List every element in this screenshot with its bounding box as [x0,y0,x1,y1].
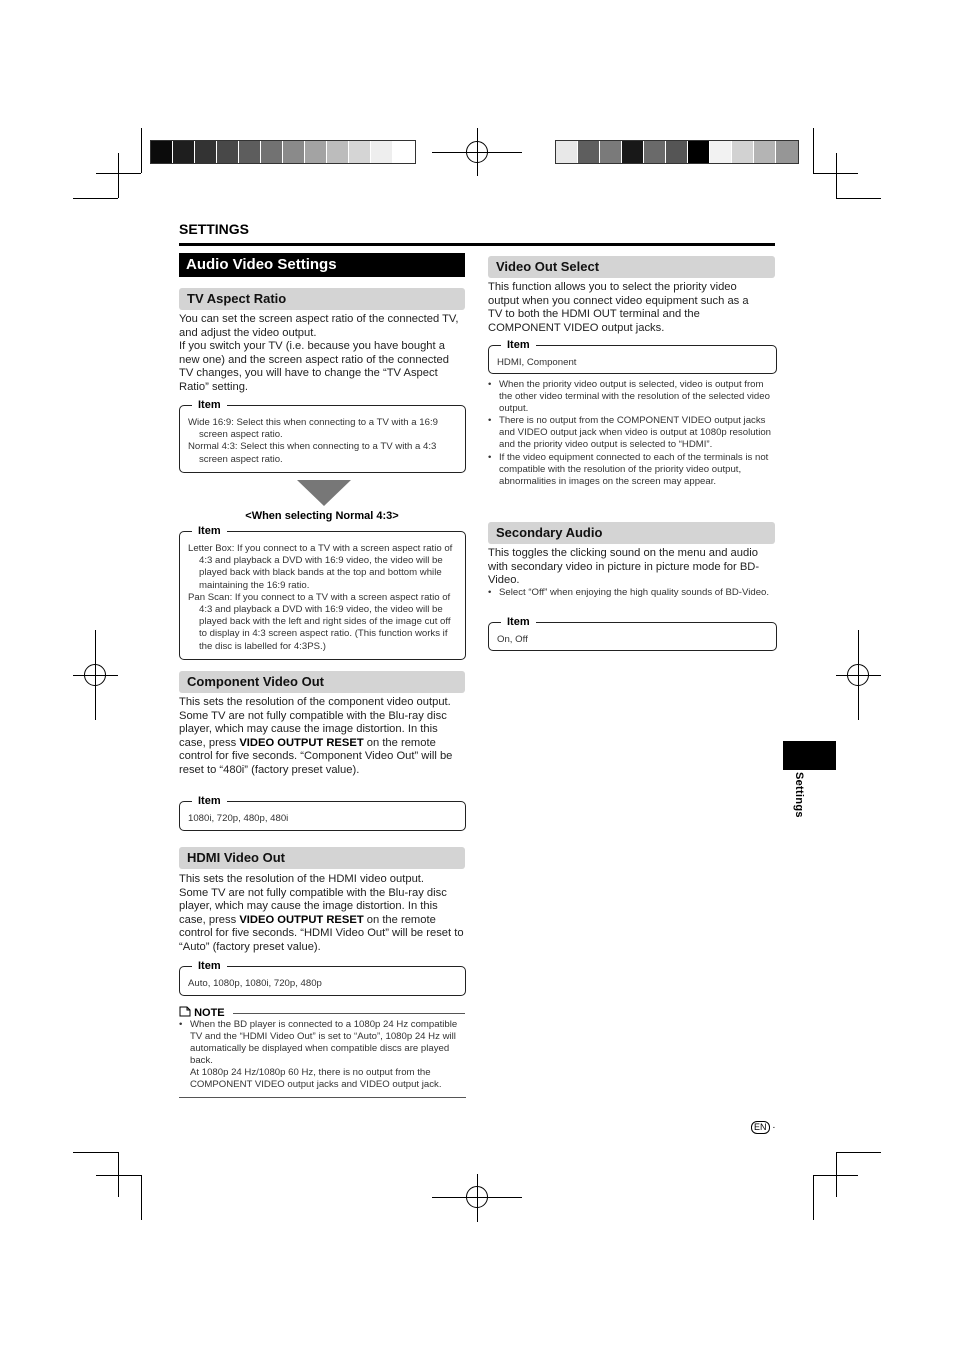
page-title: Audio Video Settings [179,253,465,277]
note-rule [233,1013,465,1014]
down-arrow-icon [297,480,351,506]
color-swatch [776,141,798,163]
page-marker [751,1121,776,1134]
item-values: 1080i, 720p, 480p, 480i [188,813,289,824]
item-label: Item [501,338,536,352]
tv-aspect-body-2: If you switch your TV (i.e. because you have bought a new one) and the screen aspect ratio of the connected TV changes, you will have to change the “TV Aspect Ratio” setting. [179,340,449,393]
color-swatch [644,141,666,163]
side-tab-marker [783,741,836,770]
color-swatch [556,141,578,163]
secondary-audio-item-box [488,616,777,651]
color-swatch [195,141,217,163]
hdmi-body-2: Some TV are not fully compatible with the Blu-ray disc player, which may cause the image distortion. In this case, press VIDEO OUTPUT RESET on the remote control for five seconds. “HDMI Video Out” will be reset to “Auto” (factory preset value). [179,886,464,953]
item-label: Item [192,794,227,808]
video-out-select-heading: Video Out Select [488,256,775,278]
component-body-2: Some TV are not fully compatible with the Blu-ray disc player, which may cause the image distortion. In this case, press VIDEO OUTPUT RESET on the remote control for five seconds. “Component Video Out” will be reset to “480i” (factory preset value). [179,709,453,776]
secondary-audio-heading: Secondary Audio [488,522,775,544]
note-item: • When the BD player is connected to a 1080p 24 Hz compatible TV and the “HDMI Video Out” is set to “Auto”, 1080p 24 Hz will automatically be displayed when compatible discs are played back. At 1080p 24 Hz/1080p 60 Hz, there is no output from the COMPONENT VIDEO output jacks and VIDEO output jack. [179,1019,465,1092]
tv-aspect-body-1: You can set the screen aspect ratio of the connected TV, and adjust the video output. [179,313,459,339]
item-values: Auto, 1080p, 1080i, 720p, 480p [188,978,322,989]
bullet-item: • When the priority video output is selected, video is output from the other video terminal with the resolution of the selected video output. [488,379,775,415]
component-heading: Component Video Out [179,671,465,693]
bullet-item: • If the video equipment connected to each of the terminals is not compatible with the resolution of the priority video output, abnormalities in images on the screen may appear. [488,452,775,488]
language-badge: EN [751,1121,770,1134]
color-swatch [622,141,644,163]
video-out-select-item-box [488,339,777,374]
item-entry: Letter Box: If you connect to a TV with a screen aspect ratio of 4:3 and playback a DVD with 16:9 video, the video will be played back with black bands at the top and bottom while maintaining the 16:9 ratio. [188,543,453,591]
color-swatch [305,141,327,163]
note-heading: NOTE [179,1006,225,1019]
item-label: Item [192,524,227,538]
tv-aspect-item-box [179,399,466,473]
color-swatch [349,141,371,163]
component-body [179,696,466,777]
hdmi-body [179,873,466,954]
item-list [188,417,459,466]
color-bar-left [150,140,416,164]
color-bar-right [555,140,799,164]
video-output-reset-label: VIDEO OUTPUT RESET [239,913,364,926]
color-swatch [217,141,239,163]
hdmi-item-box [179,960,466,996]
item-list [188,543,459,653]
bullet-item: • Select “Off” when enjoying the high quality sounds of BD-Video. [488,587,775,599]
item-values: On, Off [497,634,528,645]
header-rule [179,243,775,246]
hdmi-body-1: This sets the resolution of the HDMI video output. [179,873,425,885]
component-item-box [179,795,466,831]
note-rule-bottom [179,1097,466,1098]
color-swatch [173,141,195,163]
note-icon [179,1006,191,1017]
color-swatch [754,141,776,163]
section-header: SETTINGS [179,221,250,237]
tv-aspect-heading: TV Aspect Ratio [179,288,465,310]
bullet-item: • There is no output from the COMPONENT VIDEO output jacks and VIDEO output jack when video is output at 1080p resolution and the priority video output is selected to “HDMI”. [488,415,775,451]
color-swatch [666,141,688,163]
when-selecting-label: <When selecting Normal 4:3> [245,510,399,522]
item-entry: Pan Scan: If you connect to a TV with a screen aspect ratio of 4:3 and playback a DVD with 16:9 video, the video will be played back with the left and right sides of the image cut off to display in 4:3 screen aspect ratio. (This function works if the disc is labelled for 4:3PS.) [188,591,451,652]
color-swatch [688,141,710,163]
color-swatch [710,141,732,163]
color-swatch [283,141,305,163]
secondary-audio-body: This toggles the clicking sound on the menu and audio with secondary video in picture in picture mode for BD-Video. [488,547,760,586]
video-out-select-body: This function allows you to select the priority video output when you connect video equipment such as a TV to both the HDMI OUT terminal and the COMPONENT VIDEO output jacks. [488,281,749,334]
component-body-1: This sets the resolution of the component video output. [179,696,451,708]
item-label: Item [192,959,227,973]
item-label: Item [501,615,536,629]
color-swatch [732,141,754,163]
note-list [179,1019,465,1092]
color-swatch [600,141,622,163]
color-swatch [261,141,283,163]
side-tab-label: Settings [793,772,805,818]
color-swatch [371,141,393,163]
color-swatch [151,141,173,163]
color-swatch [239,141,261,163]
normal-43-item-box [179,525,466,660]
video-out-select-notes [488,379,775,488]
color-swatch [393,141,415,163]
color-swatch [578,141,600,163]
color-swatch [327,141,349,163]
hdmi-heading: HDMI Video Out [179,847,465,869]
item-entry: Wide 16:9: Select this when connecting to a TV with a 16:9 screen aspect ratio. [188,417,438,441]
item-values: HDMI, Component [497,357,577,368]
secondary-audio-note [488,587,775,599]
video-output-reset-label: VIDEO OUTPUT RESET [239,736,364,749]
page-number-suffix: · [772,1122,776,1133]
item-entry: Normal 4:3: Select this when connecting to a TV with a 4:3 screen aspect ratio. [188,441,437,465]
item-label: Item [192,398,227,412]
tv-aspect-body [179,313,466,394]
